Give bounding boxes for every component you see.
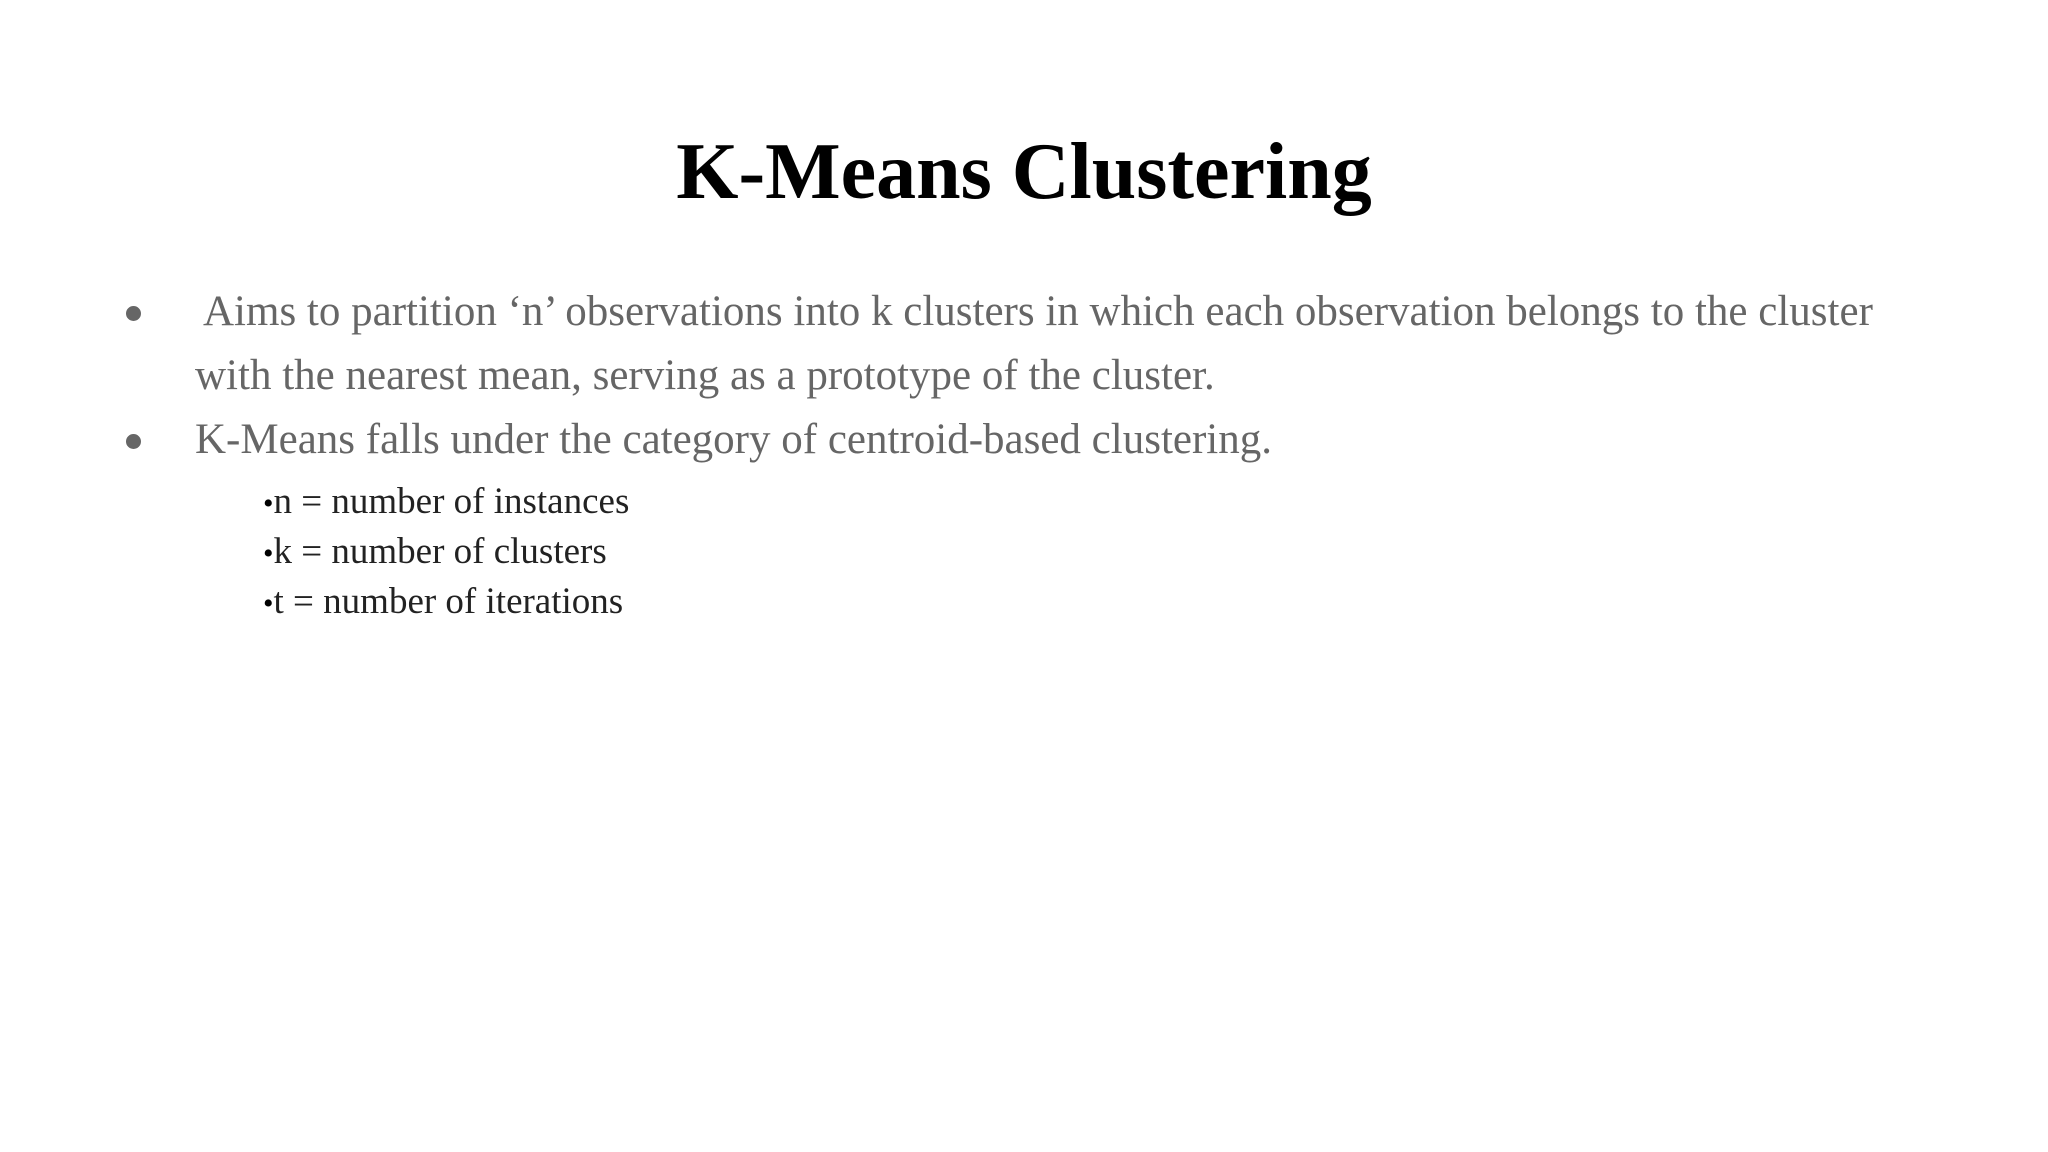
sub-bullet-item (263, 528, 629, 578)
sub-bullet-list (263, 478, 629, 628)
sub-bullet-marker-icon: • (263, 487, 274, 520)
bullet-item (0, 408, 2048, 472)
bullet-list (0, 280, 2048, 472)
sub-bullet-item (263, 478, 629, 528)
sub-bullet-text: n = number of instances (273, 481, 630, 522)
sub-bullet-item (263, 578, 629, 628)
sub-bullet-text: k = number of clusters (273, 531, 607, 572)
bullet-dot-icon (126, 306, 141, 321)
bullet-text: K-Means falls under the category of centroid-based clustering. (195, 416, 1272, 463)
bullet-text: Aims to partition ‘n’ observations into k clusters in which each observation belongs to the cluster with the nearest mean, serving as a prototype of the cluster. (195, 288, 1873, 399)
sub-bullet-marker-icon: • (263, 537, 274, 570)
slide-title: K-Means Clustering (676, 128, 1372, 216)
bullet-item (0, 280, 2048, 408)
bullet-dot-icon (126, 434, 141, 449)
sub-bullet-marker-icon: • (263, 587, 274, 620)
sub-bullet-text: t = number of iterations (273, 581, 624, 622)
